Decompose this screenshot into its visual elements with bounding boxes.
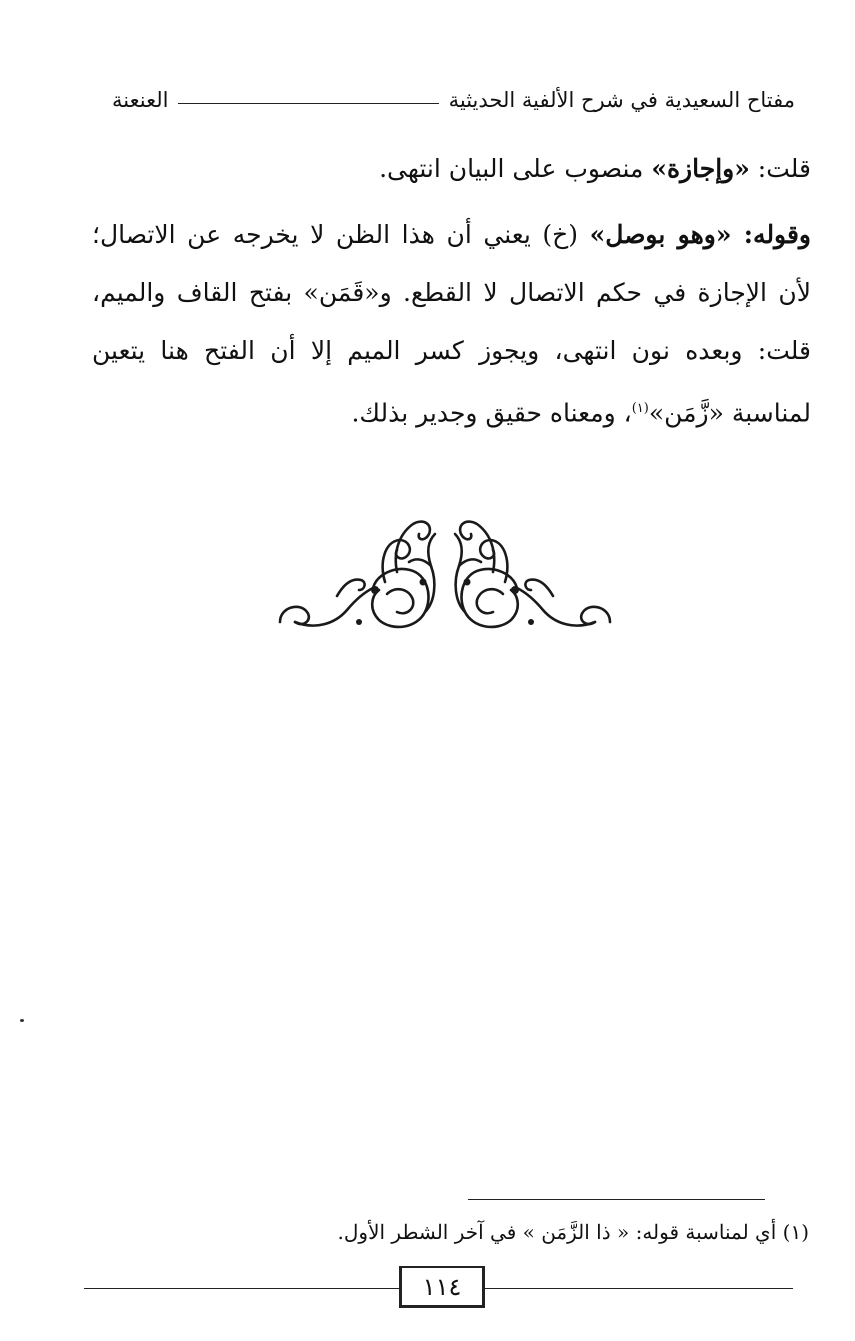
paragraph-1-rest: منصوب على البيان انتهى.	[379, 154, 652, 183]
footnote-rule	[468, 1199, 765, 1200]
page-number	[399, 1266, 485, 1308]
paragraph-1	[92, 140, 811, 198]
footer-rule-right	[485, 1288, 793, 1289]
paragraph-2	[92, 206, 811, 442]
page-number-text: ١١٤	[422, 1272, 462, 1301]
footnote-item: (١) أي لمناسبة قوله: « ذا الزَّمَن » في آخر الشطر الأول.	[337, 1220, 809, 1244]
paragraph-2-lead: وقوله: «وهو بوصل»	[589, 220, 811, 249]
book-title: مفتاح السعيدية في شرح الألفية الحديثية	[448, 88, 795, 112]
scan-speck	[20, 1019, 24, 1022]
body-text	[92, 140, 811, 442]
paragraph-1-text: قلت:	[749, 154, 811, 183]
header-rule	[178, 103, 438, 104]
chapter-title: العنعنة	[112, 88, 169, 112]
paragraph-2-end: ، ومعناه حقيق وجدير بذلك.	[351, 398, 632, 428]
running-header	[112, 80, 795, 120]
paragraph-1-term: «وإجازة»	[651, 154, 750, 183]
paragraph-2-text: (خ) يعني أن هذا الظن لا يخرجه عن الاتصال؛ لأن الإجازة في حكم الاتصال لا القطع. و«قَمَن» بفتح القاف والميم، قلت: وبعده نون انتهى، ويجوز كسر الميم إلا أن الفتح هنا يتعين لمناسبة «زَّمَن»	[92, 220, 811, 428]
footnote-ref: (١)	[631, 401, 649, 416]
footer-rule-left	[84, 1288, 399, 1289]
footnote	[120, 1212, 809, 1252]
ornament-icon	[275, 512, 615, 637]
